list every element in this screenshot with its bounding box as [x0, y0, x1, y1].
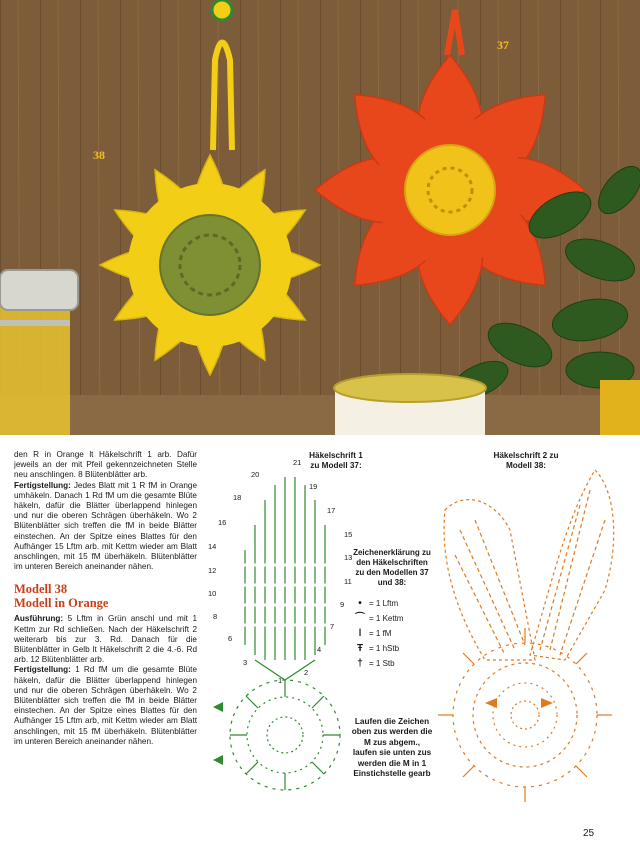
legend-label: = 1 fM — [369, 628, 392, 638]
legend-row-slip — [351, 611, 433, 626]
row-num-13: 13 — [344, 553, 353, 562]
model-heading — [14, 582, 197, 610]
paragraph-finishing-37 — [14, 481, 197, 573]
stitch-note: Laufen die Zeichen oben zus werden die M zus abgem., laufen sie unten zus werden die M in 1 Einstichstelle gearb — [351, 717, 433, 779]
page-number: 25 — [583, 828, 595, 839]
half-double-symbol-icon: Ŧ — [356, 642, 364, 654]
finishing-label-2: Fertigstellung: — [14, 665, 71, 675]
execution-label: Ausführung: — [14, 614, 64, 624]
chart1-stitches — [230, 477, 340, 790]
row-num-7: 7 — [330, 622, 335, 631]
row-num-19: 19 — [309, 482, 318, 491]
legend-row-half-double — [351, 641, 433, 656]
double-crochet-symbol-icon: † — [357, 657, 363, 669]
row-num-11: 11 — [344, 577, 352, 586]
finishing-label: Fertigstellung: — [14, 480, 71, 490]
crochet-chart-2 — [425, 460, 630, 825]
paragraph-execution — [14, 614, 197, 665]
photo-label-37: 37 — [497, 38, 509, 52]
chain-symbol-icon: • — [358, 597, 362, 609]
row-num-12: 12 — [208, 566, 217, 575]
row-num-16: 16 — [218, 518, 227, 527]
finishing-text: Jedes Blatt mit 1 R fM in Orange umhäkeln. Danach 1 Rd fM um die gesamte Blüte häkeln, dafür die Blätter überlappend hinlegen und nur die oberen Schrägen überhäkeln. Wo 2 Blütenblätter sich treffen die fM in beide Blätter einstechen. An der Spitze eines Blattes für den Aufhänger 15 Lftm arb. mit Kettm wieder am Blatt anschlingen, mit 15 fM überhäkeln. Blütenblätter im unteren Bereich aneinander nähen. — [14, 480, 197, 572]
legend-label: = 1 Kettm — [369, 613, 404, 623]
row-num-2: 2 — [304, 668, 309, 677]
paragraph-finishing-38 — [14, 665, 197, 747]
legend-row-double — [351, 656, 433, 671]
model-subtitle: Modell in Orange — [14, 596, 109, 611]
row-num-10: 10 — [208, 589, 217, 598]
legend-label: = 1 Lftm — [369, 598, 399, 608]
row-num-15: 15 — [344, 530, 353, 539]
row-num-9: 9 — [340, 600, 345, 609]
row-num-1: 1 — [278, 676, 283, 685]
model-title: Modell 38 — [14, 582, 68, 597]
photo-label-38: 38 — [93, 148, 105, 162]
single-crochet-symbol-icon: ǀ — [358, 627, 362, 639]
row-num-8: 8 — [213, 612, 218, 621]
diagram2-title: Häkelschrift 2 zu Modell 38: — [493, 451, 559, 470]
paragraph-intro: den R in Orange lt Häkelschrift 1 arb. Dafür jeweils an der mit Pfeil gekennzeichneten Stelle neu anschlingen. 8 Blütenblätter arb. — [14, 450, 197, 480]
chart2-stitches — [438, 470, 614, 802]
row-num-4: 4 — [317, 645, 322, 654]
legend-label: = 1 Stb — [369, 658, 395, 668]
row-num-14: 14 — [208, 542, 217, 551]
instructions-column — [14, 450, 197, 747]
legend-row-single — [351, 626, 433, 641]
slip-stitch-symbol-icon: ⌒ — [355, 612, 365, 624]
finishing-text-2: 1 Rd fM um die gesamte Blüte häkeln, dafür die Blätter überlappend hinlegen und nur die oberen Schrägen überhäkeln. Wo 2 Blütenblätter sich treffen die fM in beide Blätter einstechen. An der Spitze eines Blattes für den Aufhänger 15 Lftm arb, mit Kettm wieder am Blatt anschlingen, mit 15 fM überhäkeln. Blütenblätter im unteren Bereich aneinander nähen. — [14, 665, 197, 746]
legend-title: Zeichenerklärung zu den Häkelschriften zu den Modellen 37 und 38: — [353, 548, 431, 587]
row-num-6: 6 — [228, 634, 233, 643]
row-num-17: 17 — [327, 506, 336, 515]
row-num-20: 20 — [251, 470, 260, 479]
legend — [351, 548, 433, 671]
execution-text: 5 Lftm in Grün anschl und mit 1 Kettm zur Rd schließen. Nach der Häkelschrift 2 weiterarb bis zur 3. Rd. Danach für die Blütenblätter in Gelb lt Häkelschrift 2 die 4.-6. Rd arb. 12 Blütenblätter arb. — [14, 614, 197, 665]
legend-row-chain — [351, 596, 433, 611]
diagram1-title: Häkelschrift 1 zu Modell 37: — [309, 451, 363, 470]
legend-label: = 1 hStb — [369, 643, 400, 653]
row-num-21: 21 — [293, 458, 302, 467]
row-num-3: 3 — [243, 658, 248, 667]
row-num-18: 18 — [233, 493, 242, 502]
